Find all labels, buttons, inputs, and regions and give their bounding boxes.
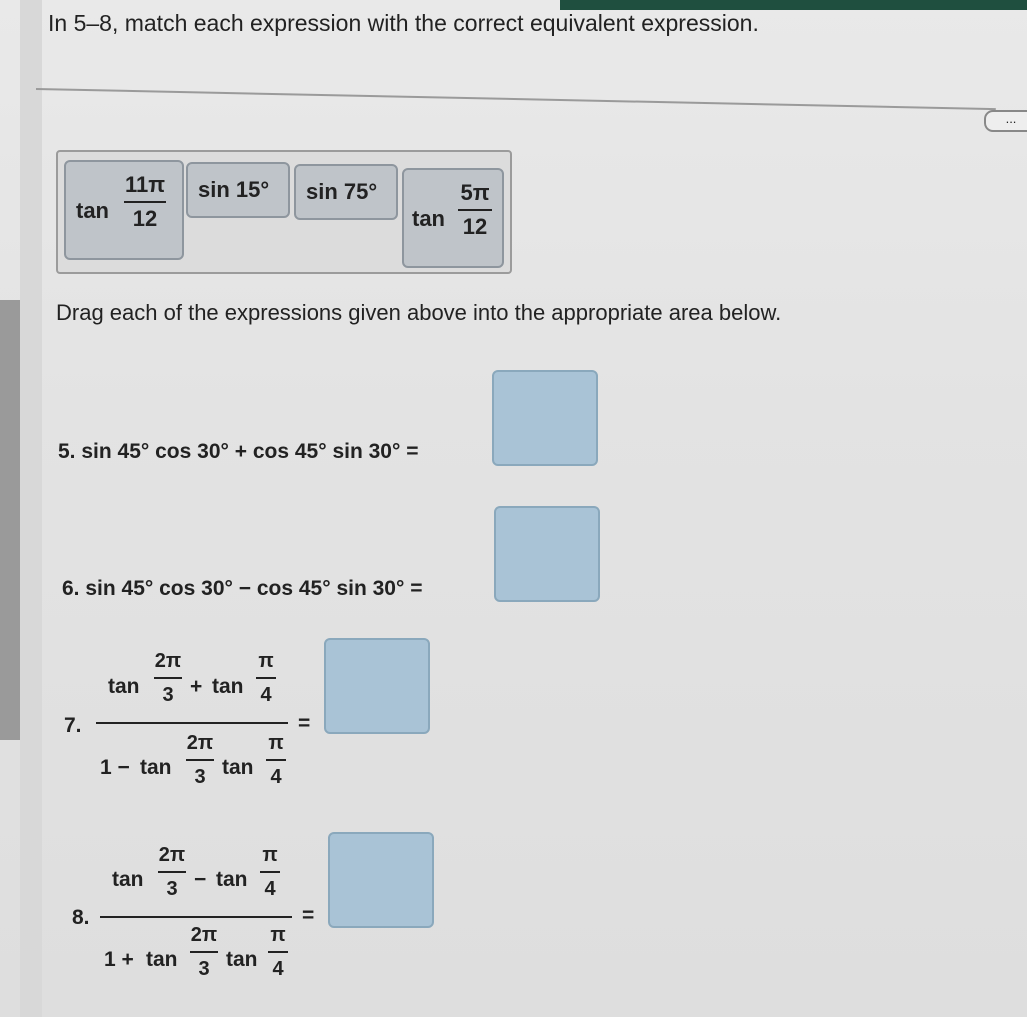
- tile-tan-5pi-12[interactable]: [402, 168, 504, 268]
- tile-sin-75[interactable]: sin 75°: [294, 164, 398, 220]
- more-options-button[interactable]: ...: [984, 110, 1027, 132]
- tile-tan-11pi-12[interactable]: [64, 160, 184, 260]
- drop-zone-5[interactable]: [492, 370, 598, 466]
- divider: [36, 88, 996, 110]
- left-scroll-strip: [0, 300, 20, 740]
- drop-zone-6[interactable]: [494, 506, 600, 602]
- tile-func: tan: [76, 198, 109, 223]
- top-bar: [560, 0, 1027, 10]
- answer-bank: [56, 150, 512, 274]
- drag-instruction: Drag each of the expressions given above into the appropriate area below.: [56, 300, 782, 325]
- fraction-bar: [100, 916, 292, 918]
- question-6: 6. sin 45° cos 30° − cos 45° sin 30° =: [62, 577, 423, 600]
- tile-sin-15[interactable]: sin 15°: [186, 162, 290, 218]
- question-5: 5. sin 45° cos 30° + cos 45° sin 30° =: [58, 440, 419, 463]
- tile-func: tan: [412, 206, 445, 231]
- fraction-bar: [96, 722, 288, 724]
- tile-fraction: 5π 12: [458, 180, 492, 240]
- drop-zone-7[interactable]: [324, 638, 430, 734]
- instruction-text: In 5–8, match each expression with the correct equivalent expression.: [48, 10, 759, 36]
- tile-fraction: 11π 12: [124, 172, 166, 231]
- left-margin: [20, 0, 42, 1017]
- drop-zone-8[interactable]: [328, 832, 434, 928]
